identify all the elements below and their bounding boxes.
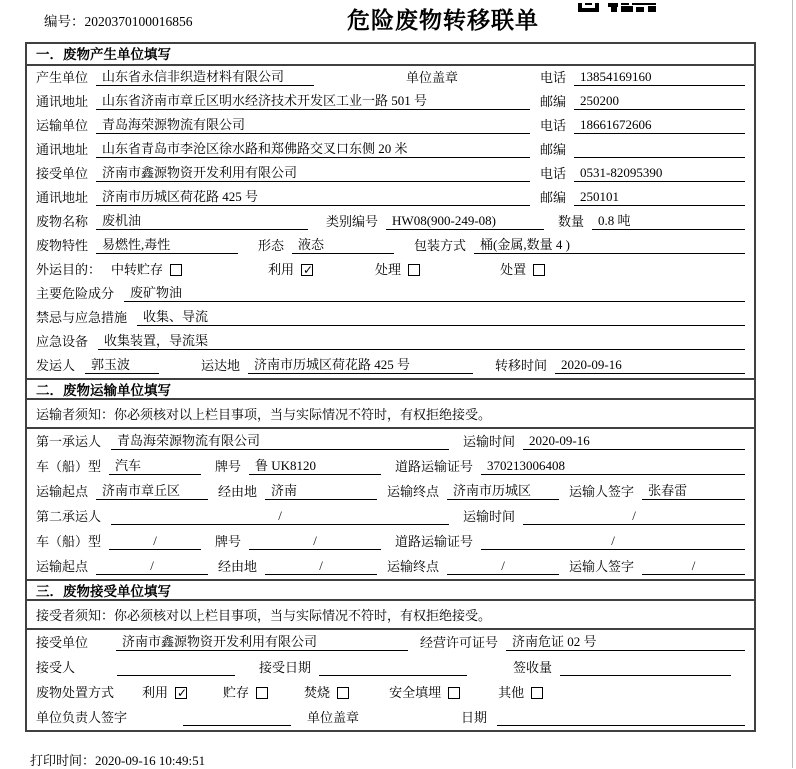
waste-characteristics-row xyxy=(27,234,754,258)
receiver-row xyxy=(27,162,754,186)
disposal-option-landfill-label: 安全填埋 xyxy=(389,685,442,700)
plate-number-1-value: 鲁 UK8120 xyxy=(249,455,381,475)
packaging-value: 桶(金属,数量 4 ) xyxy=(474,234,745,254)
vehicle-type-2-row xyxy=(27,529,754,554)
via-1-value: 济南 xyxy=(265,480,377,500)
disposal-method-label: 废物处置方式 xyxy=(36,685,115,700)
quantity-value: 0.8 吨 xyxy=(592,210,745,230)
doc-number-value: 2020370100016856 xyxy=(84,14,193,29)
acceptor-row xyxy=(27,655,754,680)
emergency-equipment-label: 应急设备 xyxy=(36,334,89,349)
section-1-header: 一．废物产生单位填写 xyxy=(27,44,754,66)
via-2-label: 经由地 xyxy=(218,559,258,574)
receiver-value: 济南市鑫源物资开发利用有限公司 xyxy=(96,162,530,182)
accepting-unit-row xyxy=(27,630,754,655)
waste-name-value: 废机油 xyxy=(96,210,308,230)
via-1-label: 经由地 xyxy=(218,484,258,499)
transporter-address-label: 通讯地址 xyxy=(36,142,89,157)
carrier-signature-1-value: 张春雷 xyxy=(642,480,745,500)
taboo-measures-value: 收集、导流 xyxy=(137,306,745,326)
section-2-header: 二．废物运输单位填写 xyxy=(27,378,754,400)
accept-date-value xyxy=(319,675,467,676)
transfer-time-value: 2020-09-16 xyxy=(555,357,745,374)
disposal-option-incinerate xyxy=(304,682,349,701)
first-carrier-value: 青岛海荣源物流有限公司 xyxy=(111,430,449,450)
producer-phone-value: 13854169160 xyxy=(574,69,745,86)
vehicle-type-1-value: 汽车 xyxy=(109,455,201,475)
page-edge-divider xyxy=(792,0,793,768)
endpoint-1-value: 济南市历城区 xyxy=(447,480,559,500)
receiver-address-value: 济南市历城区荷花路 425 号 xyxy=(96,186,530,206)
purpose-option-utilize-checkbox xyxy=(301,264,313,276)
responsible-signature-label: 单位负责人签字 xyxy=(36,710,128,725)
destination-label: 运达地 xyxy=(201,358,241,373)
waste-name-row xyxy=(27,210,754,234)
packaging-label: 包装方式 xyxy=(414,238,467,253)
transporter-label: 运输单位 xyxy=(36,118,89,133)
quantity-label: 数量 xyxy=(558,214,585,229)
print-time-value: 2020-09-16 10:49:51 xyxy=(95,753,206,768)
waste-characteristics-value: 易燃性,毒性 xyxy=(96,234,238,254)
transfer-purpose-label: 外运目的： xyxy=(36,262,102,277)
origin-2-label: 运输起点 xyxy=(36,559,89,574)
accepting-unit-label: 接受单位 xyxy=(36,635,89,650)
purpose-option-dispose-checkbox xyxy=(533,264,545,276)
date-value xyxy=(497,725,745,726)
emergency-equipment-value: 收集装置，导流渠 xyxy=(98,330,745,350)
disposal-option-storage xyxy=(223,682,268,701)
purpose-option-storage-label: 中转贮存 xyxy=(111,262,164,277)
second-carrier-label: 第二承运人 xyxy=(36,509,102,524)
hazard-components-value: 废矿物油 xyxy=(124,282,745,302)
responsible-signature-value xyxy=(183,725,291,726)
plate-number-2-value: / xyxy=(249,533,381,550)
route-1-row xyxy=(27,479,754,504)
print-time xyxy=(30,750,205,769)
road-permit-1-label: 道路运输证号 xyxy=(395,459,474,474)
accept-date-label: 接受日期 xyxy=(259,660,312,675)
signed-quantity-value xyxy=(560,675,731,676)
section-3-header: 三．废物接受单位填写 xyxy=(27,579,754,601)
vehicle-type-2-value: / xyxy=(109,533,201,550)
endpoint-1-label: 运输终点 xyxy=(387,484,440,499)
disposal-option-incinerate-label: 焚烧 xyxy=(304,685,331,700)
receiver-seal-label: 单位盖章 xyxy=(307,710,360,725)
disposal-option-utilize-label: 利用 xyxy=(142,685,169,700)
road-permit-1-value: 370213006408 xyxy=(481,458,745,475)
road-permit-2-label: 道路运输证号 xyxy=(395,534,474,549)
producer-label: 产生单位 xyxy=(36,70,89,85)
receiver-address-label: 通讯地址 xyxy=(36,190,89,205)
hazard-components-row xyxy=(27,282,754,306)
transporter-zip-value xyxy=(574,157,745,158)
receiver-notice: 接受者须知：你必须核对以上栏目事项，当与实际情况不符时，有权拒绝接受。 xyxy=(27,601,754,630)
second-carrier-value: / xyxy=(111,508,449,525)
disposal-option-storage-label: 贮存 xyxy=(223,685,250,700)
signed-quantity-label: 签收量 xyxy=(513,660,553,675)
disposal-option-landfill xyxy=(389,682,460,701)
transfer-form xyxy=(25,42,756,732)
purpose-option-dispose-label: 处置 xyxy=(500,262,527,277)
vehicle-type-2-label: 车（船）型 xyxy=(36,534,102,549)
print-time-label: 打印时间： xyxy=(30,753,96,768)
producer-zip-value: 250200 xyxy=(574,93,745,110)
transfer-time-label: 转移时间 xyxy=(495,358,548,373)
acceptor-value xyxy=(117,675,235,676)
category-code-label: 类别编号 xyxy=(326,214,379,229)
disposal-option-utilize-checkbox xyxy=(175,687,187,699)
doc-number-label: 编号： xyxy=(44,14,85,29)
transporter-row xyxy=(27,114,754,138)
purpose-option-storage-checkbox xyxy=(170,264,182,276)
second-carrier-row xyxy=(27,504,754,529)
receiver-phone-value: 0531-82095390 xyxy=(574,165,745,182)
purpose-option-storage xyxy=(111,259,182,278)
receiver-address-row xyxy=(27,186,754,210)
origin-2-value: / xyxy=(96,558,208,575)
road-permit-2-value: / xyxy=(481,533,745,550)
transfer-purpose-row xyxy=(27,258,754,282)
origin-1-label: 运输起点 xyxy=(36,484,89,499)
first-carrier-label: 第一承运人 xyxy=(36,434,102,449)
disposal-option-storage-checkbox xyxy=(256,687,268,699)
plate-number-1-label: 牌号 xyxy=(215,459,242,474)
unit-seal-label: 单位盖章 xyxy=(406,70,459,85)
waste-characteristics-label: 废物特性 xyxy=(36,238,89,253)
transporter-address-value: 山东省青岛市李沧区徐水路和郑佛路交叉口东侧 20 米 xyxy=(96,138,530,158)
emergency-equipment-row xyxy=(27,330,754,354)
transporter-value: 青岛海荣源物流有限公司 xyxy=(96,114,530,134)
producer-phone-label: 电话 xyxy=(540,70,567,85)
section-transport xyxy=(27,378,754,579)
producer-address-row xyxy=(27,90,754,114)
receiver-zip-value: 250101 xyxy=(574,189,745,206)
business-license-value: 济南危证 02 号 xyxy=(506,631,745,651)
plate-number-2-label: 牌号 xyxy=(215,534,242,549)
date-label: 日期 xyxy=(461,710,488,725)
carrier-signature-2-label: 运输人签字 xyxy=(569,559,635,574)
acceptor-label: 接受人 xyxy=(36,660,76,675)
category-code-value: HW08(900-249-08) xyxy=(386,213,544,230)
producer-value: 山东省永信非织造材料有限公司 xyxy=(96,66,314,86)
disposal-option-utilize xyxy=(142,682,187,701)
purpose-option-dispose xyxy=(500,259,545,278)
taboo-measures-row xyxy=(27,306,754,330)
accepting-unit-value: 济南市鑫源物资开发利用有限公司 xyxy=(116,631,408,651)
transporter-address-row xyxy=(27,138,754,162)
page-title: 危险废物转移联单 xyxy=(347,8,539,33)
purpose-option-utilize-label: 利用 xyxy=(268,262,295,277)
section-receiver xyxy=(27,579,754,730)
transporter-phone-value: 18661672606 xyxy=(574,117,745,134)
carrier-signature-1-label: 运输人签字 xyxy=(569,484,635,499)
responsible-signature-row xyxy=(27,705,754,730)
destination-value: 济南市历城区荷花路 425 号 xyxy=(248,354,473,374)
vehicle-type-1-row xyxy=(27,454,754,479)
disposal-option-landfill-checkbox xyxy=(448,687,460,699)
purpose-option-utilize xyxy=(268,259,313,278)
physical-form-label: 形态 xyxy=(258,238,285,253)
producer-address-value: 山东省济南市章丘区明水经济技术开发区工业一路 501 号 xyxy=(96,90,530,110)
disposal-method-row xyxy=(27,680,754,705)
physical-form-value: 液态 xyxy=(292,234,394,254)
transport-time-2-label: 运输时间 xyxy=(463,509,516,524)
carrier-signature-2-value: / xyxy=(642,558,745,575)
disposal-option-other-checkbox xyxy=(531,687,543,699)
producer-zip-label: 邮编 xyxy=(540,94,567,109)
receiver-label: 接受单位 xyxy=(36,166,89,181)
endpoint-2-label: 运输终点 xyxy=(387,559,440,574)
receiver-zip-label: 邮编 xyxy=(540,190,567,205)
transport-time-2-value: / xyxy=(523,508,745,525)
purpose-option-treat-label: 处理 xyxy=(375,262,402,277)
disposal-option-incinerate-checkbox xyxy=(337,687,349,699)
disposal-option-other-label: 其他 xyxy=(498,685,525,700)
hazard-components-label: 主要危险成分 xyxy=(36,286,115,301)
qr-code-fragment-icon xyxy=(578,0,656,16)
origin-1-value: 济南市章丘区 xyxy=(96,480,208,500)
producer-row xyxy=(27,66,754,90)
transport-time-1-value: 2020-09-16 xyxy=(523,433,745,450)
endpoint-2-value: / xyxy=(447,558,559,575)
vehicle-type-1-label: 车（船）型 xyxy=(36,459,102,474)
section-producer xyxy=(27,44,754,378)
transport-time-1-label: 运输时间 xyxy=(463,434,516,449)
waste-name-label: 废物名称 xyxy=(36,214,89,229)
disposal-option-other xyxy=(498,682,543,701)
shipper-row xyxy=(27,354,754,378)
receiver-phone-label: 电话 xyxy=(540,166,567,181)
taboo-measures-label: 禁忌与应急措施 xyxy=(36,310,128,325)
shipper-label: 发运人 xyxy=(36,358,76,373)
transporter-notice: 运输者须知：你必须核对以上栏目事项，当与实际情况不符时，有权拒绝接受。 xyxy=(27,400,754,429)
purpose-option-treat-checkbox xyxy=(408,264,420,276)
producer-address-label: 通讯地址 xyxy=(36,94,89,109)
via-2-value: / xyxy=(265,558,377,575)
route-2-row xyxy=(27,554,754,579)
shipper-value: 郭玉波 xyxy=(85,354,159,374)
transporter-phone-label: 电话 xyxy=(540,118,567,133)
business-license-label: 经营许可证号 xyxy=(420,635,499,650)
first-carrier-row xyxy=(27,429,754,454)
transporter-zip-label: 邮编 xyxy=(540,142,567,157)
purpose-option-treat xyxy=(375,259,420,278)
